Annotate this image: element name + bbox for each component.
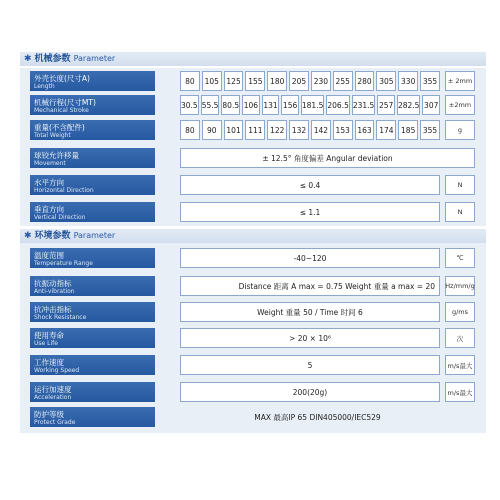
environment-section-header [20,229,486,243]
label-en: Working Speed [34,367,80,374]
unit-shock: g/ms [445,302,475,322]
protect-grade-value: MAX 最高IP 65 DIN405000/IEC529 [160,407,475,427]
weight-values [180,120,440,140]
value-cell: 180 [267,71,287,91]
value-cell: 80 [180,71,200,91]
unit-length: ± 2mm [445,71,475,91]
value-cell: 131 [262,95,280,115]
label-cn: 抗振动指标 [34,279,72,288]
label-cn: 重量(不含配件) [34,123,85,132]
value-cell: 132 [289,120,309,140]
anti-vibration-value: Distance 距离 A max = 0.75 Weight 重量 a max = 20 [180,276,440,296]
label-en: Temperature Range [34,260,93,267]
value-cell: 231.5 [352,95,375,115]
label-en: Total Weight [34,132,71,139]
value-cell: 181.5 [301,95,324,115]
label-movement [30,148,155,168]
label-anti-vibration [30,276,155,296]
value-cell: 111 [245,120,265,140]
label-protect-grade [30,407,155,427]
label-horizontal-direction [30,175,155,195]
value-cell: 355 [420,120,440,140]
label-cn: 垂直方向 [34,205,64,214]
label-cn: 抗冲击指标 [34,305,72,314]
value-cell: 80 [180,120,200,140]
value-cell: 330 [398,71,418,91]
star-icon: ✱ [24,231,32,241]
value-cell: 230 [311,71,331,91]
environment-title: 环境参数 [34,231,71,241]
value-cell: 280 [355,71,375,91]
temperature-range-value: -40~120 [180,248,440,268]
use-life-value: > 20 × 10⁶ [180,328,440,348]
value-cell: 205 [289,71,309,91]
vertical-direction-value: ≤ 1.1 [180,202,440,222]
value-cell: 155 [245,71,265,91]
environment-title-en: Parameter [73,231,116,240]
label-cn: 使用寿命 [34,331,64,340]
label-cn: 温度范围 [34,251,64,260]
label-en: Anti-vibration [34,288,75,295]
working-speed-value: 5 [180,355,440,375]
label-cn: 球铰允许移量 [34,151,79,160]
value-cell: 282.5 [397,95,420,115]
acceleration-value: 200(20g) [180,382,440,402]
value-cell: 185 [398,120,418,140]
unit-horizontal: N [445,175,475,195]
value-cell: 106 [242,95,260,115]
mechanical-title-en: Parameter [73,54,116,63]
value-cell: 307 [422,95,440,115]
value-cell: 305 [376,71,396,91]
label-use-life [30,328,155,348]
unit-acceleration: m/s最大 [445,382,475,402]
label-en: Vertical Direction [34,214,86,221]
star-icon: ✱ [24,54,32,64]
unit-vertical: N [445,202,475,222]
value-cell: 153 [333,120,353,140]
value-cell: 105 [202,71,222,91]
value-cell: 355 [420,71,440,91]
stroke-values [180,95,440,115]
movement-value: ± 12.5° 角度偏差 Angular deviation [180,148,475,168]
label-en: Mechanical Stroke [34,107,89,114]
label-cn: 机械行程(尺寸MT) [34,98,96,107]
unit-stroke: ±2mm [445,95,475,115]
value-cell: 122 [267,120,287,140]
value-cell: 55.5 [201,95,220,115]
label-cn: 运行加速度 [34,385,72,394]
label-en: Use Life [34,340,58,347]
value-cell: 142 [311,120,331,140]
label-cn: 外壳长度(尺寸A) [34,74,90,83]
horizontal-direction-value: ≤ 0.4 [180,175,440,195]
label-total-weight [30,120,155,140]
value-cell: 163 [355,120,375,140]
label-working-speed [30,355,155,375]
length-values [180,71,440,91]
value-cell: 90 [202,120,222,140]
label-en: Protect Grade [34,419,76,426]
value-cell: 255 [333,71,353,91]
label-temperature-range [30,248,155,268]
value-cell: 101 [224,120,244,140]
label-mechanical-stroke [30,95,155,115]
label-length [30,71,155,91]
value-cell: 206.5 [326,95,349,115]
label-acceleration [30,382,155,402]
value-cell: 156 [281,95,299,115]
value-cell: 80.5 [221,95,240,115]
value-cell: 174 [376,120,396,140]
label-en: Length [34,83,55,90]
unit-vibration: Hz/mm/g [445,276,475,296]
unit-speed: m/s最大 [445,355,475,375]
value-cell: 125 [224,71,244,91]
shock-resistance-value: Weight 重量 50 / Time 时间 6 [180,302,440,322]
label-cn: 防护等级 [34,410,64,419]
unit-weight: g [445,120,475,140]
label-shock-resistance [30,302,155,322]
unit-temperature: ℃ [445,248,475,268]
label-en: Shock Resistance [34,314,87,321]
label-vertical-direction [30,202,155,222]
label-en: Horizontal Direction [34,187,94,194]
mechanical-title: 机械参数 [34,54,71,64]
value-cell: 257 [377,95,395,115]
value-cell: 30.5 [180,95,199,115]
unit-use-life: 次 [445,328,475,348]
label-cn: 工作速度 [34,358,64,367]
mechanical-section-header [20,52,486,66]
label-en: Acceleration [34,394,72,401]
label-en: Movement [34,160,66,167]
label-cn: 水平方向 [34,178,64,187]
